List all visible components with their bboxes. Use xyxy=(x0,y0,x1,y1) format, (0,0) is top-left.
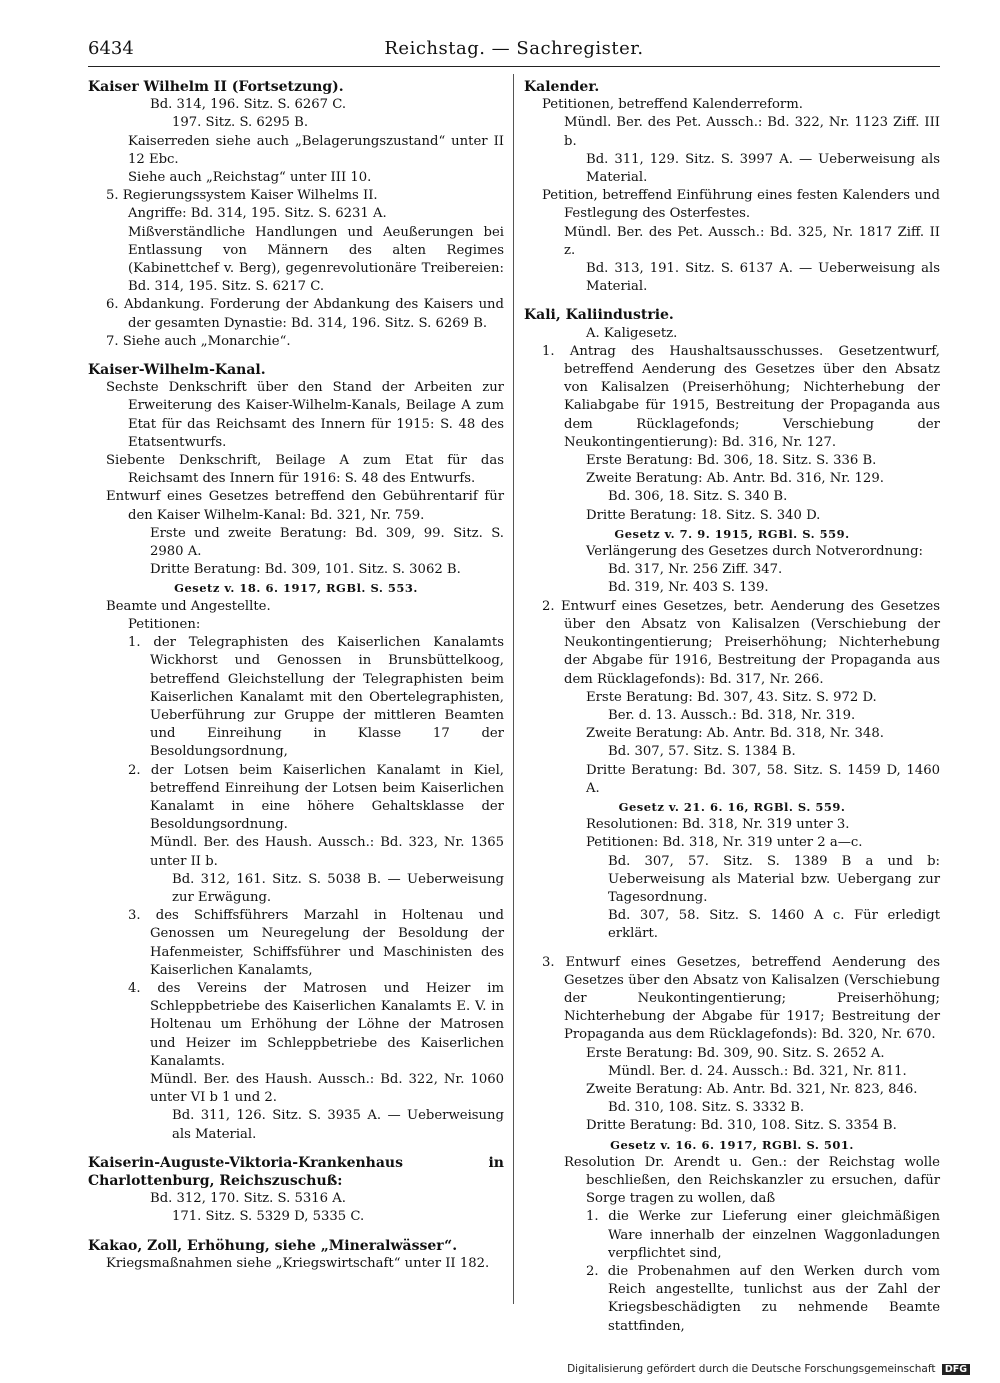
index-entry: Sechste Denkschrift über den Stand der Arbeiten zur Erweiterung des Kaiser-Wilhelm-Kanals, Beilage A zum Etat für das Reichsamt des Innern für 1915: S. 48 des Etatsentwurfs. xyxy=(106,380,504,450)
index-heading: Kali, Kaliindustrie. xyxy=(524,307,674,324)
page-number: 6434 xyxy=(88,38,134,59)
index-entry: Mißverständliche Handlungen und Aeußerungen bei Entlassung von Männern des alten Regimes (Kabinettchef v. Berg), gegenrevolutionäre Treibereien: Bd. 314, 195. Sitz. S. 6217 C. xyxy=(128,224,504,295)
index-entry: Mündl. Ber. des Haush. Aussch.: Bd. 322, Nr. 1060 unter VI b 1 und 2. xyxy=(150,1071,504,1106)
index-entry: 4. des Vereins der Matrosen und Heizer im Schleppbetriebe des Kaiserlichen Kanalamts E. V. in Holtenau um Erhöhung der Löhne der Matrosen und Heizer im Schleppbetriebe des Kaiserlichen Kanalamts. xyxy=(128,980,504,1069)
index-entry: Petitionen: Bd. 318, Nr. 319 unter 2 a—c. xyxy=(586,835,863,851)
index-entry: Resolution Dr. Arendt u. Gen.: der Reichstag wolle beschließen, den Reichskanzler zu ersuchen, dafür Sorge tragen zu wollen, daß xyxy=(564,1154,940,1207)
right-column xyxy=(524,74,940,1336)
law-citation: Gesetz v. 16. 6. 1917, RGBl. S. 501. xyxy=(610,1137,854,1152)
index-heading: Kakao, Zoll, Erhöhung, siehe „Mineralwässer“. xyxy=(88,1237,458,1254)
left-column xyxy=(88,74,504,1273)
index-entry: Bd. 314, 196. Sitz. S. 6267 C. xyxy=(150,97,347,113)
index-entry: Verlängerung des Gesetzes durch Notverordnung: xyxy=(586,544,923,560)
index-entry: 2. der Lotsen beim Kaiserlichen Kanalamt in Kiel, betreffend Einreihung der Lotsen beim Kaiserlichen Kanalamt in eine höhere Gehaltsklasse der Besoldungsordnung. xyxy=(128,762,504,833)
index-entry: 1. der Telegraphisten des Kaiserlichen Kanalamts Wickhorst und Genossen in Brunsbüttelkoog, betreffend Gleichstellung der Telegraphisten beim Kaiserlichen Kanalamt mit den Obertelegraphisten, Ueberführung zur Gruppe der mittleren Beamten und Einreihung in Klasse 17 der Besoldungsordnung, xyxy=(128,635,504,760)
index-entry: Erste Beratung: Bd. 306, 18. Sitz. S. 336 B. xyxy=(586,453,877,469)
index-entry: Dritte Beratung: Bd. 310, 108. Sitz. S. 3354 B. xyxy=(586,1118,897,1134)
index-entry: Zweite Beratung: Ab. Antr. Bd. 318, Nr. 348. xyxy=(586,726,884,742)
index-entry: Bd. 312, 161. Sitz. S. 5038 B. — Ueberweisung zur Erwägung. xyxy=(172,871,504,905)
index-entry: Mündl. Ber. des Haush. Aussch.: Bd. 323, Nr. 1365 unter II b. xyxy=(150,835,504,869)
index-entry: 3. Entwurf eines Gesetzes, betreffend Aenderung des Gesetzes über den Absatz von Kalisalzen (Verschiebung der Neukontingentierung; Preiserhöhung; Nichterhebung der Abgabe für 1917; Bestreitung der Propaganda aus dem Rücklagefonds): Bd. 320, Nr. 670. xyxy=(542,954,940,1043)
index-entry: Dritte Beratung: 18. Sitz. S. 340 D. xyxy=(586,507,821,523)
page-title: Reichstag. — Sachregister. xyxy=(384,38,644,59)
index-heading: Kaiser-Wilhelm-Kanal. xyxy=(88,362,266,379)
index-entry: 7. Siehe auch „Monarchie“. xyxy=(106,333,291,349)
index-heading: Kalender. xyxy=(524,79,600,95)
footer-credit xyxy=(567,1363,970,1375)
index-entry: Erste Beratung: Bd. 307, 43. Sitz. S. 972 D. xyxy=(586,689,877,705)
index-entry: 2. Entwurf eines Gesetzes, betr. Aenderung des Gesetzes über den Absatz von Kalisalzen (Verschiebung der Neukontingentierung; Preiserhöhung; Nichterhebung der Abgabe für 1916, Bestreitung der Propaganda aus dem Rücklagefonds): Bd. 317, Nr. 266. xyxy=(542,598,940,687)
index-entry: 3. des Schiffsführers Marzahl in Holtenau und Genossen um Neuregelung der Besoldung der Hafenmeister, Schiffsführer und Maschinisten des Kaiserlichen Kanalamts, xyxy=(128,908,504,978)
index-entry: Bd. 317, Nr. 256 Ziff. 347. xyxy=(608,562,783,578)
index-entry: Bd. 306, 18. Sitz. S. 340 B. xyxy=(608,489,788,505)
index-entry: Zweite Beratung: Ab. Antr. Bd. 316, Nr. 129. xyxy=(586,471,884,487)
index-entry: 1. die Werke zur Lieferung einer gleichmäßigen Ware innerhalb der einzelnen Waggonladungen verpflichtet sind, xyxy=(586,1209,940,1261)
index-entry: Mündl. Ber. des Pet. Aussch.: Bd. 325, Nr. 1817 Ziff. II z. xyxy=(564,224,940,258)
running-header xyxy=(88,38,940,64)
dfg-logo: DFG xyxy=(942,1364,970,1375)
index-entry: Kriegsmaßnahmen siehe „Kriegswirtschaft“ unter II 182. xyxy=(106,1255,490,1271)
index-entry: Bd. 311, 126. Sitz. S. 3935 A. — Ueberweisung als Material. xyxy=(172,1108,504,1142)
index-entry: Bd. 310, 108. Sitz. S. 3332 B. xyxy=(608,1100,805,1116)
law-citation: Gesetz v. 21. 6. 16, RGBl. S. 559. xyxy=(618,799,846,814)
index-entry: Beamte und Angestellte. xyxy=(106,598,271,614)
column-divider xyxy=(513,74,514,1304)
index-entry: 1. Antrag des Haushaltsausschusses. Gesetzentwurf, betreffend Aenderung des Gesetzes über den Absatz von Kalisalzen (Preiserhöhung; Nichterhebung der Kaliabgabe für 1915, Bestreitung der Propaganda aus dem Rücklagefonds; Verschiebung der Neukontingentierung): Bd. 316, Nr. 127. xyxy=(542,343,940,450)
index-entry: A. Kaligesetz. xyxy=(586,325,678,341)
index-entry: Bd. 311, 129. Sitz. S. 3997 A. — Ueberweisung als Material. xyxy=(586,151,940,186)
index-entry: Erste Beratung: Bd. 309, 90. Sitz. S. 2652 A. xyxy=(586,1045,885,1061)
index-entry: Kaiserreden siehe auch „Belagerungszustand“ unter II 12 Ebc. xyxy=(128,133,504,167)
index-entry: Siehe auch „Reichstag“ unter III 10. xyxy=(128,170,372,186)
law-citation: Gesetz v. 7. 9. 1915, RGBl. S. 559. xyxy=(614,526,850,541)
index-entry: Petitionen, betreffend Kalenderreform. xyxy=(542,97,803,113)
index-heading: Kaiser Wilhelm II (Fortsetzung). xyxy=(88,79,344,95)
index-entry: Mündl. Ber. d. 24. Aussch.: Bd. 321, Nr. 811. xyxy=(608,1063,907,1079)
index-entry: 197. Sitz. S. 6295 B. xyxy=(172,115,309,131)
law-citation: Gesetz v. 18. 6. 1917, RGBl. S. 553. xyxy=(174,581,418,596)
index-entry: Angriffe: Bd. 314, 195. Sitz. S. 6231 A. xyxy=(128,206,387,222)
index-entry: Erste und zweite Beratung: Bd. 309, 99. Sitz. S. 2980 A. xyxy=(150,525,504,560)
index-entry: Dritte Beratung: Bd. 307, 58. Sitz. S. 1459 D, 1460 A. xyxy=(586,762,940,796)
index-entry: Ber. d. 13. Aussch.: Bd. 318, Nr. 319. xyxy=(608,707,856,723)
index-entry: Bd. 307, 58. Sitz. S. 1460 A c. Für erledigt erklärt. xyxy=(608,908,940,942)
footer-text: Digitalisierung gefördert durch die Deutsche Forschungsgemeinschaft xyxy=(567,1363,936,1375)
index-entry: Bd. 319, Nr. 403 S. 139. xyxy=(608,580,769,596)
header-rule xyxy=(88,66,940,67)
index-entry: Petition, betreffend Einführung eines festen Kalenders und Festlegung des Osterfestes. xyxy=(542,188,940,222)
index-entry: Resolutionen: Bd. 318, Nr. 319 unter 3. xyxy=(586,817,850,833)
index-entry: Bd. 307, 57. Sitz. S. 1389 B a und b: Ueberweisung als Material bzw. Uebergang zur Tagesordnung. xyxy=(608,853,940,905)
index-entry: Petitionen: xyxy=(128,616,201,632)
index-entry: 5. Regierungssystem Kaiser Wilhelms II. xyxy=(106,188,378,204)
index-entry: Bd. 312, 170. Sitz. S. 5316 A. xyxy=(150,1191,346,1207)
index-entry: Mündl. Ber. des Pet. Aussch.: Bd. 322, Nr. 1123 Ziff. III b. xyxy=(564,115,940,149)
index-entry: Entwurf eines Gesetzes betreffend den Gebührentarif für den Kaiser Wilhelm-Kanal: Bd. 321, Nr. 759. xyxy=(106,489,504,523)
index-entry: 171. Sitz. S. 5329 D, 5335 C. xyxy=(172,1209,365,1225)
index-entry: Siebente Denkschrift, Beilage A zum Etat für das Reichsamt des Innern für 1916: S. 48 des Entwurfs. xyxy=(106,453,504,487)
index-entry: 2. die Probenahmen auf den Werken durch vom Reich angestellte, tunlichst aus der Zahl der Kriegsbeschädigten zu nehmende Beamte stattfinden, xyxy=(586,1264,940,1334)
index-entry: Zweite Beratung: Ab. Antr. Bd. 321, Nr. 823, 846. xyxy=(586,1081,918,1097)
index-heading: Kaiserin-Auguste-Viktoria-Krankenhaus in Charlottenburg, Reichszuschuß: xyxy=(88,1154,504,1189)
index-entry: Dritte Beratung: Bd. 309, 101. Sitz. S. 3062 B. xyxy=(150,562,461,578)
index-entry: Bd. 307, 57. Sitz. S. 1384 B. xyxy=(608,744,796,760)
index-entry: 6. Abdankung. Forderung der Abdankung des Kaisers und der gesamten Dynastie: Bd. 314, 196. Sitz. S. 6269 B. xyxy=(106,297,504,331)
index-entry: Bd. 313, 191. Sitz. S. 6137 A. — Ueberweisung als Material. xyxy=(586,261,940,295)
